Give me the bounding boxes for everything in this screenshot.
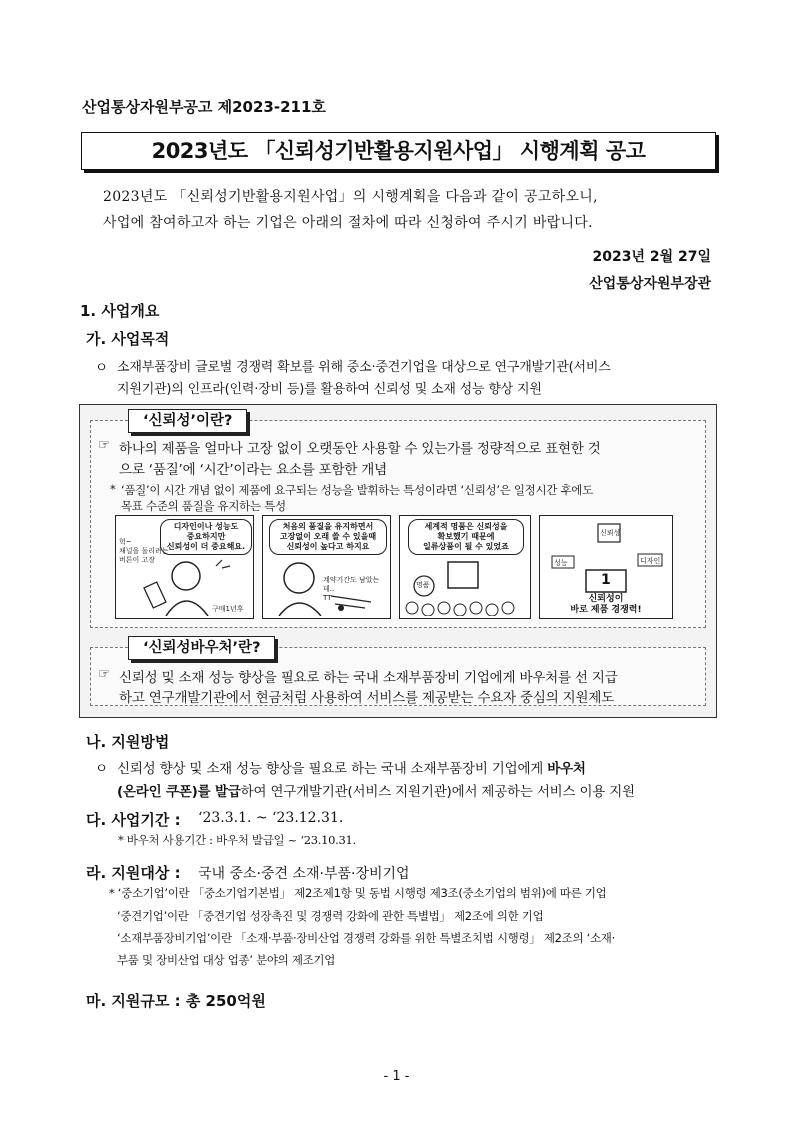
- intro-line-1: 2023년도 「신뢰성기반활용지원사업」의 시행계획을 다음과 같이 공고하오니,: [103, 189, 598, 205]
- na-line-2-text: 하여 연구개발기관(서비스 지원기관)에서 제공하는 서비스 이용 지원: [240, 784, 635, 800]
- cartoon-2-bubble: 처음의 품질을 유지하면서 고장없이 오래 쓸 수 있을때 신뢰성이 높다고 하지요: [269, 519, 387, 555]
- na-line-2: [117, 780, 635, 800]
- cartoon-1-handwriting: 헉~ 채널을 돌리려는 버튼이 고장: [119, 538, 169, 564]
- reliability-def-line-1: 하나의 제품을 얼마나 고장 없이 오랫동안 사용할 수 있는가를 정량적으로 표현한 것: [119, 441, 601, 457]
- page-title: 2023년도 「신뢰성기반활용지원사업」 시행계획 공고: [81, 132, 716, 170]
- reliability-note-line-2: 목표 수준의 품질을 유지하는 특성: [121, 499, 286, 513]
- cartoon-3-bubble: 세계적 명품은 신뢰성을 확보했기 때문에 일류상품이 될 수 있었죠: [408, 519, 524, 555]
- target-note-3: ‘소재부품장비기업’이란 「소재·부품·장비산업 경쟁력 강화를 위한 특별조치법 시행령」 제2조의 ‘소재·: [117, 931, 615, 945]
- cartoon-4-sign-3: 성능: [554, 559, 568, 567]
- notice-number: 산업통상자원부공고 제2023-211호: [82, 98, 326, 116]
- intro-line-2: 사업에 참여하고자 하는 기업은 아래의 절차에 따라 신청하여 주시기 바랍니다.: [103, 215, 593, 231]
- cartoon-panel-4: [539, 515, 673, 619]
- voucher-def-line-1: 신뢰성 및 소재 성능 향상을 필요로 하는 국내 소재부품장비 기업에게 바우처를 선 지급: [119, 670, 618, 686]
- cartoon-panel-2: [262, 515, 391, 619]
- cartoon-4-podium: 1: [601, 572, 611, 588]
- ga-line-2: 지원기관)의 인프라(인력·장비 등)를 활용하여 신뢰성 및 소재 성능 향상 지원: [117, 382, 542, 397]
- section-1-heading: 1. 사업개요: [80, 302, 160, 320]
- pointing-hand-icon: ☞: [98, 437, 110, 453]
- reliability-def-line-2: 으로 ‘품질’에 ‘시간’이라는 요소를 포함한 개념: [119, 462, 387, 478]
- notice-date: 2023년 2월 27일: [592, 249, 711, 265]
- period-value: ‘23.3.1. ~ ‘23.12.31.: [198, 810, 344, 826]
- cartoon-1-date: 구매1년후: [212, 605, 244, 613]
- target-note-1: * ‘중소기업’이란 「중소기업기본법」 제2조제1항 및 동법 시행령 제3조(중소기업의 범위)에 따른 기업: [109, 886, 607, 900]
- cartoon-3-handwriting: 명품: [416, 581, 430, 589]
- cartoon-4-sign-1: 신뢰성: [600, 529, 621, 537]
- target-note-2: ‘중견기업’이란 「중견기업 성장촉진 및 경쟁력 강화에 관한 특별법」 제2조에 의한 기업: [117, 909, 544, 923]
- reliability-note-line-1: ‘품질’이 시간 개념 없이 제품에 요구되는 성능을 발휘하는 특성이라면 ‘신뢰성’은 일정시간 후에도: [121, 483, 593, 497]
- cartoon-panel-1: [115, 515, 254, 619]
- note-mark: *: [110, 482, 116, 496]
- na-line-1-bold: 바우처: [547, 761, 586, 777]
- target-note-4: 부품 및 장비산업 대상 업종’ 분야의 제조기업: [117, 953, 336, 967]
- section-ma-heading: 마. 지원규모 : 총 250억원: [86, 992, 266, 1010]
- ga-line-1: 소재부품장비 글로벌 경쟁력 확보를 위해 중소·중견기업을 대상으로 연구개발기관(서비스: [117, 360, 611, 375]
- cartoon-4-caption: 신뢰성이 바로 제품 경쟁력!: [570, 594, 642, 615]
- pointing-hand-icon-2: ☞: [98, 666, 110, 682]
- cartoon-panel-3: [399, 515, 531, 619]
- voucher-def-line-2: 하고 연구개발기관에서 현금처럼 사용하여 서비스를 제공받는 수요자 중심의 지원제도: [119, 690, 615, 706]
- section-da-heading: 다. 사업기간 :: [86, 811, 181, 829]
- section-na-heading: 나. 지원방법: [86, 733, 170, 751]
- reliability-tab: ‘신뢰성’이란?: [128, 409, 247, 433]
- cartoon-2-handwriting: 계약기간도 남았는데.. TT: [323, 576, 380, 602]
- cartoon-4-sign-2: 디자인: [640, 557, 661, 565]
- target-value: 국내 중소·중견 소재·부품·장비기업: [198, 866, 410, 882]
- section-ra-heading: 라. 지원대상 :: [86, 864, 181, 882]
- na-line-1-text: 신뢰성 향상 및 소재 성능 향상을 필요로 하는 국내 소재부품장비 기업에게: [117, 761, 548, 777]
- voucher-tab: ‘신뢰성바우처’란?: [128, 636, 275, 660]
- na-bullet: ㅇ: [95, 761, 108, 777]
- bullet-mark: ㅇ: [95, 360, 108, 376]
- period-note: * 바우처 사용기간 : 바우처 발급일 ~ ‘23.10.31.: [118, 833, 356, 847]
- issuer: 산업통상자원부장관: [589, 276, 711, 292]
- na-line-2-bold: (온라인 쿠폰)를 발급: [117, 784, 241, 800]
- section-ga-heading: 가. 사업목적: [86, 330, 170, 348]
- cartoon-1-bubble: 디자인이나 성능도 중요하지만 신뢰성이 더 중요해요.: [160, 519, 252, 555]
- page-number: - 1 -: [383, 1069, 410, 1084]
- na-line-1: [117, 757, 586, 777]
